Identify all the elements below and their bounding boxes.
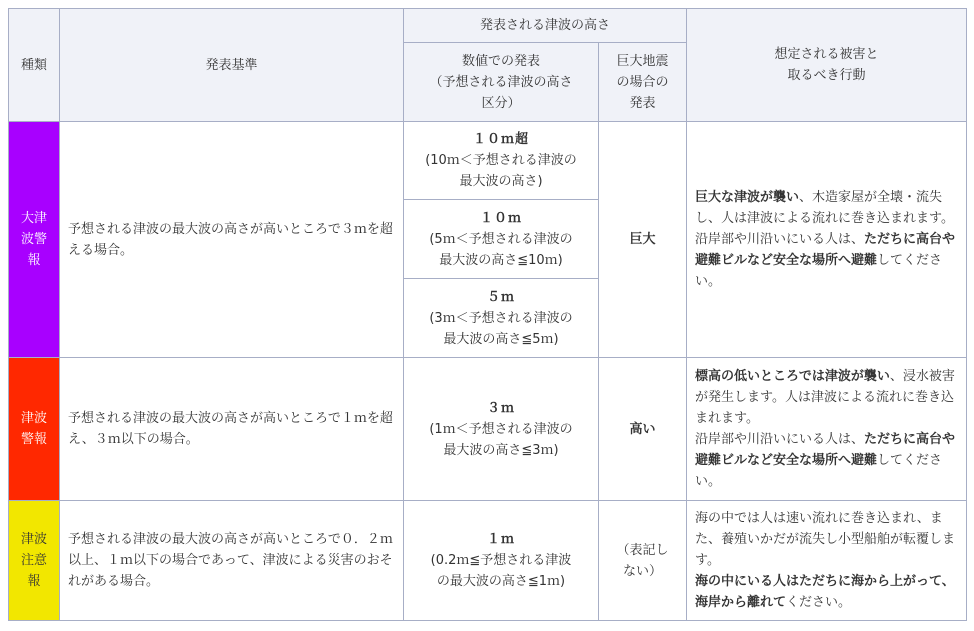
height-1m: １ｍ (0.2ｍ≦予想される津波 の最大波の高さ≦1ｍ) xyxy=(404,501,599,621)
header-damage: 想定される被害と 取るべき行動 xyxy=(687,9,967,122)
header-huge-eq: 巨大地震 の場合の 発表 xyxy=(599,43,687,122)
height-3m: ３ｍ (1ｍ＜予想される津波の 最大波の高さ≦3ｍ) xyxy=(404,358,599,501)
header-criteria: 発表基準 xyxy=(60,9,404,122)
action-advisory: 海の中では人は速い流れに巻き込まれ、また、養殖いかだが流失し小型船舶が転覆します。 海の中にいる人はただちに海から上がって、海岸から離れてください。 xyxy=(687,501,967,621)
action-warning: 標高の低いところでは津波が襲い、浸水被害が発生します。人は津波による流れに巻き込まれます。 沿岸部や川沿いにいる人は、ただちに高台や避難ビルなど安全な場所へ避難してください。 xyxy=(687,358,967,501)
level-advisory: 津波 注意 報 xyxy=(9,501,60,621)
huge-eq-advisory: （表記し ない） xyxy=(599,501,687,621)
height-10m-plus: １０ｍ超 (10ｍ＜予想される津波の 最大波の高さ) xyxy=(404,122,599,200)
header-type: 種類 xyxy=(9,9,60,122)
criteria-warning: 予想される津波の最大波の高さが高いところで１ｍを超え、３ｍ以下の場合。 xyxy=(60,358,404,501)
level-major-warning: 大津 波警 報 xyxy=(9,122,60,358)
header-height: 発表される津波の高さ xyxy=(404,9,687,43)
criteria-advisory: 予想される津波の最大波の高さが高いところで０．２ｍ以上、１ｍ以下の場合であって、津波による災害のおそれがある場合。 xyxy=(60,501,404,621)
height-5m: ５ｍ (3ｍ＜予想される津波の 最大波の高さ≦5ｍ) xyxy=(404,279,599,358)
criteria-major: 予想される津波の最大波の高さが高いところで３ｍを超える場合。 xyxy=(60,122,404,358)
level-warning: 津波 警報 xyxy=(9,358,60,501)
tsunami-warning-table xyxy=(8,8,967,621)
header-numeric: 数値での発表 （予想される津波の高さ 区分） xyxy=(404,43,599,122)
action-major: 巨大な津波が襲い、木造家屋が全壊・流失し、人は津波による流れに巻き込まれます。 沿岸部や川沿いにいる人は、ただちに高台や避難ビルなど安全な場所へ避難してください。 xyxy=(687,122,967,358)
huge-eq-warning: 高い xyxy=(599,358,687,501)
height-10m: １０ｍ (5ｍ＜予想される津波の 最大波の高さ≦10ｍ) xyxy=(404,200,599,279)
huge-eq-major: 巨大 xyxy=(599,122,687,358)
